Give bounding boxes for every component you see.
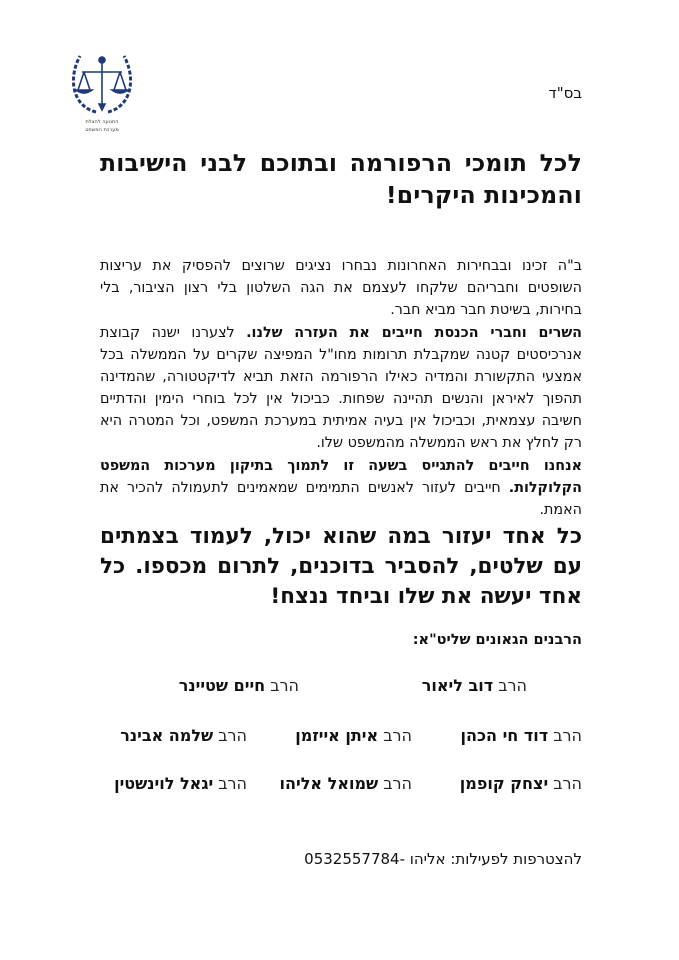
rabbi-name-text: שלמה אבינר [120,726,214,745]
rabbi-name [280,774,412,793]
logo-line: התנועה להצלת [85,119,119,125]
call-to-action: כל אחד יעזור במה שהוא יכול, לעמוד בצמתים עם שלטים, להסביר בדוכנים, לתרום מכספו. כל אחד יעשה את שלו וביחד ננצח! [100,524,582,609]
rabbi-title: הרב [383,726,412,745]
scales-of-justice-icon [66,48,138,118]
rabbi-name-text: חיים שטיינר [178,676,266,695]
contact-line: להצטרפות לפעילות: אליהו -0532557784 [304,850,582,868]
rabbi-name [460,726,582,745]
rabbi-title: הרב [498,676,527,695]
bsd-header: בס"ד [548,84,582,102]
rabbi-name [295,726,412,745]
logo-line: מערכת המשפט [85,127,119,133]
paragraph-bold: השרים וחברי הכנסת חייבים את העזרה שלנו. [246,325,582,341]
rabbi-title: הרב [218,774,247,793]
rabbi-name-text: דוב ליאור [421,676,494,695]
rabbis-heading: הרבנים הגאונים שליט"א: [412,632,582,648]
rabbi-name [120,726,247,745]
logo [66,48,138,140]
paragraph-text: לצערנו ישנה קבוצת אנרכיסטים קטנה שמקבלת תרומות מחו"ל המפיצה שקרים על הממשלה בכל אמצעי התקשורת והמדיה כאילו הרפורמה הזאת תביא לדיקטטורה, שהמדינה תהפוך לאיראן והנשים תהיינה שפחות. כביכול אין לכל בוחרי הימין והדתיים חשיבה עצמאית, וכביכול אין בעיה אמיתית במערכת המשפט, וכל המטרה היא רק לחלץ את ראש הממשלה מהמשפט שלו. [100,325,582,451]
rabbi-name-text: איתן אייזמן [295,726,379,745]
logo-lettering [66,118,138,134]
rabbi-name [460,774,582,793]
rabbi-name [179,676,299,695]
rabbi-name-text: יצחק קופמן [459,774,549,793]
paragraph-intro: ב"ה זכינו ובבחירות האחרונות נבחרו נציגים שרוצים להפסיק את עריצות השופטים וחבריהם שלקחו לעצמם את הגה השלטון בלי רצון הציבור, בלי בחירות, בשיטת חבר מביא חבר. [100,258,582,318]
rabbi-title: הרב [553,726,582,745]
page-title: לכל תומכי הרפורמה ובתוכם לבני הישיבות והמכינות היקרים! [100,149,582,209]
rabbi-name-text: שמואל אליהו [279,774,379,793]
rabbi-title: הרב [553,774,582,793]
rabbi-title: הרב [383,774,412,793]
rabbi-name [114,774,247,793]
rabbi-name [422,676,527,695]
rabbi-title: הרב [218,726,247,745]
rabbi-title: הרב [270,676,299,695]
paragraph-bold: אנחנו חייבים להתגייס בשעה זו לתמוך בתיקון מערכות המשפט הקלוקלות. [100,458,582,496]
paragraph-text: חייבים לעזור לאנשים התמימים שמאמינים לתעמולה להכיר את האמת. [100,480,582,518]
paragraph-mobilize [100,455,582,521]
rabbi-name-text: דוד חי הכהן [460,726,549,745]
paragraph-help [100,322,582,454]
rabbi-name-text: יגאל לוינשטין [114,774,214,793]
